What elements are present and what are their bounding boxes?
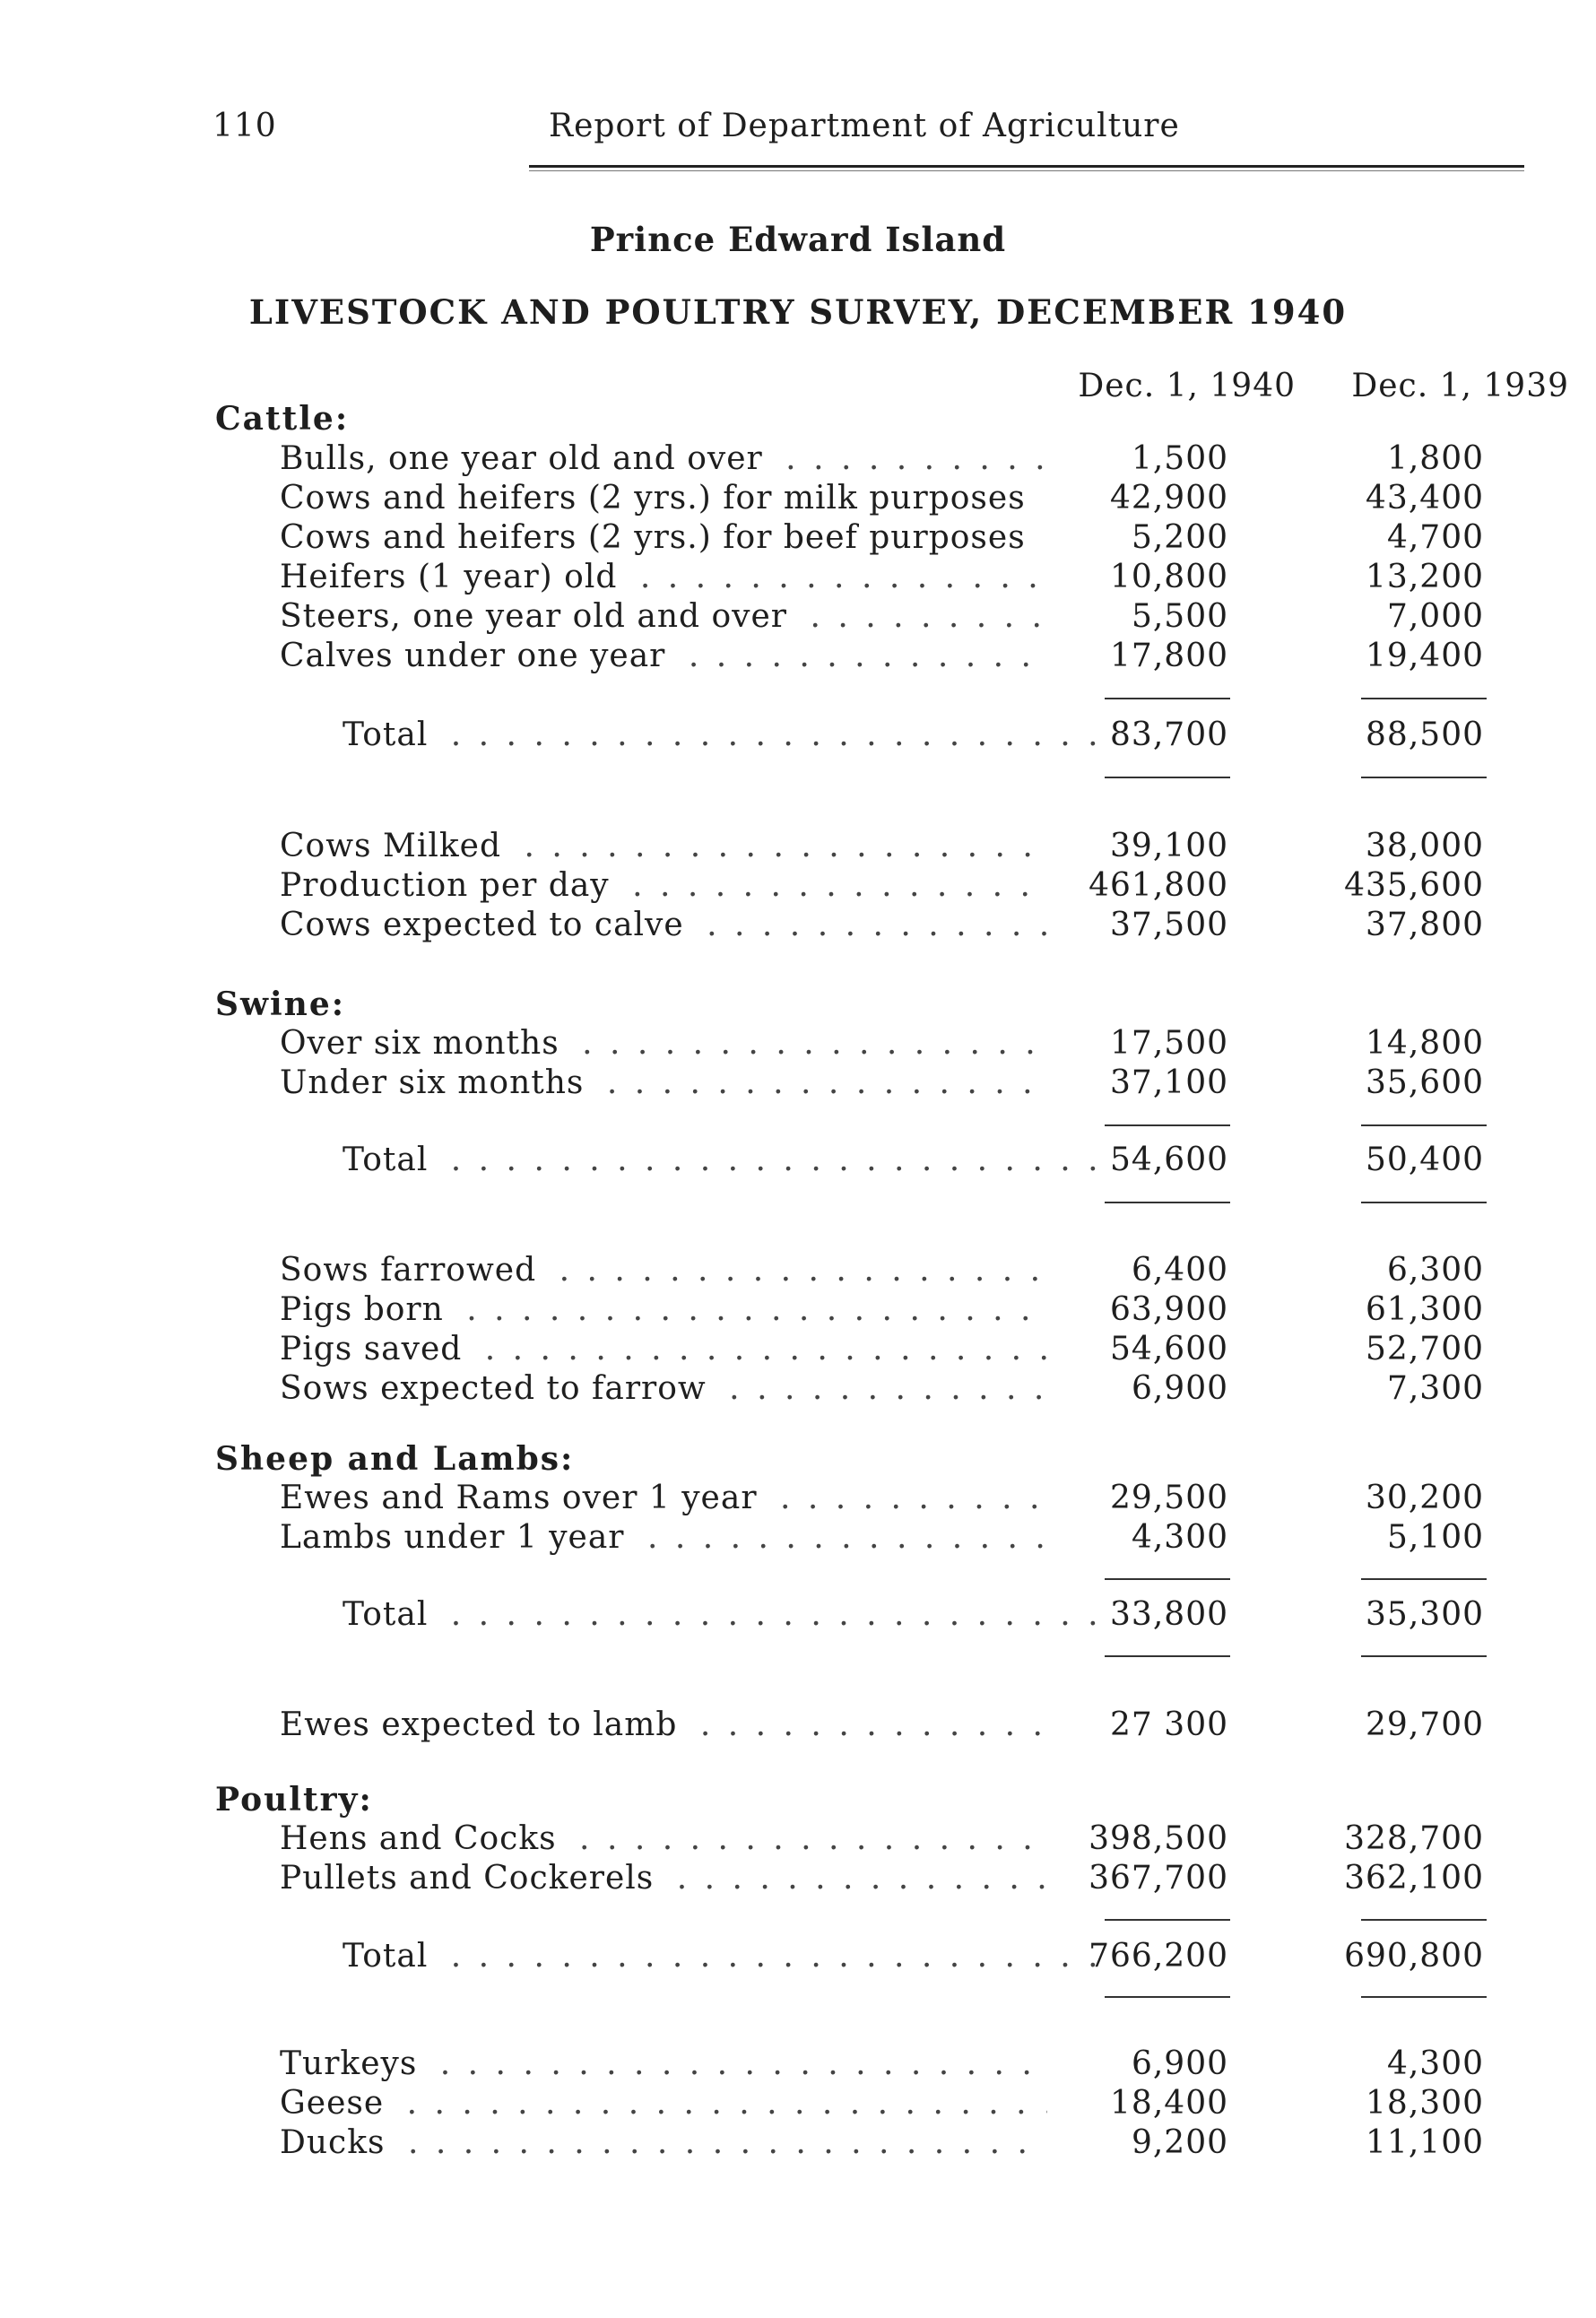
sum-rule <box>1105 777 1230 778</box>
sum-rule <box>1105 1919 1230 1921</box>
section-heading-sheep <box>0 1439 1596 1479</box>
row-label: Under six months . . . <box>280 1064 1047 1103</box>
table-row <box>0 906 1596 945</box>
table-row <box>0 1479 1596 1518</box>
value-1940: 6,900 <box>1131 2045 1228 2082</box>
row-label: Turkeys . . . <box>280 2045 1047 2084</box>
table-row <box>0 1024 1596 1064</box>
row-label: Lambs under 1 year . . . <box>280 1518 1047 1558</box>
value-1939: 29,700 <box>1366 1706 1484 1743</box>
value-1939: 5,100 <box>1386 1519 1484 1556</box>
sum-rule <box>1361 698 1487 699</box>
row-label: Total . . . <box>343 716 1110 755</box>
row-label: Sows farrowed . . . <box>280 1251 1047 1290</box>
row-label: Cows and heifers (2 yrs.) for milk purposes <box>280 479 1047 518</box>
table-row <box>0 2123 1596 2163</box>
sum-rule <box>1105 1655 1230 1657</box>
total-row <box>0 1937 1596 1976</box>
header-rule <box>529 165 1524 168</box>
value-1939: 14,800 <box>1366 1025 1484 1062</box>
section-label: Swine: <box>215 985 346 1023</box>
value-1939: 328,700 <box>1344 1820 1484 1857</box>
row-label: Pigs saved . . . <box>280 1330 1047 1369</box>
row-label: Hens and Cocks . . . <box>280 1819 1047 1859</box>
table-row <box>0 597 1596 637</box>
province-title: Prince Edward Island <box>589 220 1007 259</box>
value-1940: 17,800 <box>1110 638 1228 674</box>
value-1940: 39,100 <box>1110 828 1228 864</box>
table-row <box>0 1369 1596 1409</box>
sum-rule <box>1361 777 1487 778</box>
section-label: Sheep and Lambs: <box>215 1440 575 1478</box>
sum-rule <box>1105 1124 1230 1126</box>
table-row <box>0 1330 1596 1369</box>
value-1939: 19,400 <box>1366 638 1484 674</box>
section-heading-cattle <box>0 399 1596 438</box>
row-label: Total . . . <box>343 1937 1110 1976</box>
value-1940: 367,700 <box>1089 1860 1228 1897</box>
row-label: Calves under one year . . . <box>280 637 1047 676</box>
value-1940: 6,400 <box>1131 1252 1228 1289</box>
sum-rule <box>1361 1919 1487 1921</box>
value-1940: 461,800 <box>1089 867 1228 904</box>
value-1939: 435,600 <box>1344 867 1484 904</box>
table-row <box>0 479 1596 518</box>
table-row <box>0 439 1596 479</box>
column-header-1940: Dec. 1, 1940 <box>1078 368 1296 404</box>
value-1940: 37,500 <box>1110 907 1228 943</box>
section-label: Cattle: <box>215 400 350 438</box>
total-row <box>0 716 1596 755</box>
table-row <box>0 1819 1596 1859</box>
sum-rule <box>1361 1202 1487 1203</box>
value-1940: 4,300 <box>1131 1519 1228 1556</box>
table-row <box>0 1706 1596 1745</box>
value-1939: 7,300 <box>1386 1370 1484 1407</box>
value-1940: 5,200 <box>1131 519 1228 556</box>
value-1939: 7,000 <box>1386 598 1484 635</box>
value-1939: 4,700 <box>1386 519 1484 556</box>
row-label: Cows Milked . . . <box>280 827 1047 866</box>
table-row <box>0 637 1596 676</box>
sum-rule <box>1105 1578 1230 1580</box>
value-1939: 30,200 <box>1366 1480 1484 1516</box>
value-1940: 398,500 <box>1089 1820 1228 1857</box>
value-1940: 1,500 <box>1131 440 1228 477</box>
section-label: Poultry: <box>215 1781 373 1819</box>
total-row <box>0 1595 1596 1635</box>
sum-rule <box>1105 1202 1230 1203</box>
value-1939: 38,000 <box>1366 828 1484 864</box>
table-row <box>0 2045 1596 2084</box>
value-1939: 6,300 <box>1386 1252 1484 1289</box>
value-1940: 6,900 <box>1131 1370 1228 1407</box>
row-label: Cows expected to calve . . . <box>280 906 1047 945</box>
value-1939: 37,800 <box>1366 907 1484 943</box>
value-1940: 10,800 <box>1110 559 1228 595</box>
value-1940: 54,600 <box>1110 1331 1228 1367</box>
table-row <box>0 1859 1596 1898</box>
row-label: Steers, one year old and over . . . <box>280 597 1047 637</box>
value-1939: 35,300 <box>1366 1596 1484 1633</box>
row-label: Heifers (1 year) old . . . <box>280 558 1047 597</box>
table-row <box>0 518 1596 558</box>
value-1940: 33,800 <box>1110 1596 1228 1633</box>
table-row <box>0 827 1596 866</box>
row-label: Total . . . <box>343 1141 1110 1180</box>
value-1940: 29,500 <box>1110 1480 1228 1516</box>
header-rule-thin <box>529 170 1524 171</box>
sum-rule <box>1361 1124 1487 1126</box>
page-number: 110 <box>213 108 277 144</box>
sum-rule <box>1361 1655 1487 1657</box>
sum-rule <box>1361 1578 1487 1580</box>
value-1940: 9,200 <box>1131 2124 1228 2161</box>
value-1940: 5,500 <box>1131 598 1228 635</box>
value-1939: 1,800 <box>1386 440 1484 477</box>
value-1939: 50,400 <box>1366 1142 1484 1178</box>
value-1939: 43,400 <box>1366 480 1484 517</box>
table-row <box>0 1251 1596 1290</box>
value-1939: 13,200 <box>1366 559 1484 595</box>
table-row <box>0 1290 1596 1330</box>
row-label: Bulls, one year old and over . . . <box>280 439 1047 479</box>
value-1940: 766,200 <box>1089 1938 1228 1975</box>
sum-rule <box>1105 698 1230 699</box>
value-1939: 690,800 <box>1344 1938 1484 1975</box>
value-1939: 4,300 <box>1386 2045 1484 2082</box>
table-row <box>0 1064 1596 1103</box>
value-1939: 88,500 <box>1366 716 1484 753</box>
value-1939: 35,600 <box>1366 1064 1484 1101</box>
value-1940: 17,500 <box>1110 1025 1228 1062</box>
row-label: Over six months . . . <box>280 1024 1047 1064</box>
sum-rule <box>1105 1996 1230 1998</box>
table-row <box>0 866 1596 906</box>
value-1939: 52,700 <box>1366 1331 1484 1367</box>
section-heading-poultry <box>0 1780 1596 1819</box>
row-label: Total . . . <box>343 1595 1110 1635</box>
value-1940: 37,100 <box>1110 1064 1228 1101</box>
value-1939: 362,100 <box>1344 1860 1484 1897</box>
table-row <box>0 2084 1596 2123</box>
row-label: Sows expected to farrow . . . <box>280 1369 1047 1409</box>
value-1940: 18,400 <box>1110 2085 1228 2122</box>
value-1940: 83,700 <box>1110 716 1228 753</box>
sum-rule <box>1361 1996 1487 1998</box>
total-row <box>0 1141 1596 1180</box>
value-1939: 11,100 <box>1366 2124 1484 2161</box>
value-1939: 61,300 <box>1366 1291 1484 1328</box>
row-label: Ducks . . . <box>280 2123 1047 2163</box>
row-label: Pullets and Cockerels . . . <box>280 1859 1047 1898</box>
table-row <box>0 558 1596 597</box>
value-1940: 42,900 <box>1110 480 1228 517</box>
survey-title: LIVESTOCK AND POULTRY SURVEY, DECEMBER 1940 <box>248 292 1348 332</box>
value-1939: 18,300 <box>1366 2085 1484 2122</box>
row-label: Cows and heifers (2 yrs.) for beef purposes <box>280 518 1047 558</box>
table-row <box>0 1518 1596 1558</box>
row-label: Geese . . . <box>280 2084 1047 2123</box>
column-header-1939: Dec. 1, 1939 <box>1351 368 1569 404</box>
running-head: Report of Department of Agriculture <box>549 108 1180 144</box>
section-heading-swine <box>0 985 1596 1024</box>
row-label: Pigs born . . . <box>280 1290 1047 1330</box>
row-label: Production per day . . . <box>280 866 1047 906</box>
row-label: Ewes and Rams over 1 year . . . <box>280 1479 1047 1518</box>
value-1940: 54,600 <box>1110 1142 1228 1178</box>
row-label: Ewes expected to lamb . . . <box>280 1706 1047 1745</box>
value-1940: 63,900 <box>1110 1291 1228 1328</box>
value-1940: 27 300 <box>1110 1706 1228 1743</box>
